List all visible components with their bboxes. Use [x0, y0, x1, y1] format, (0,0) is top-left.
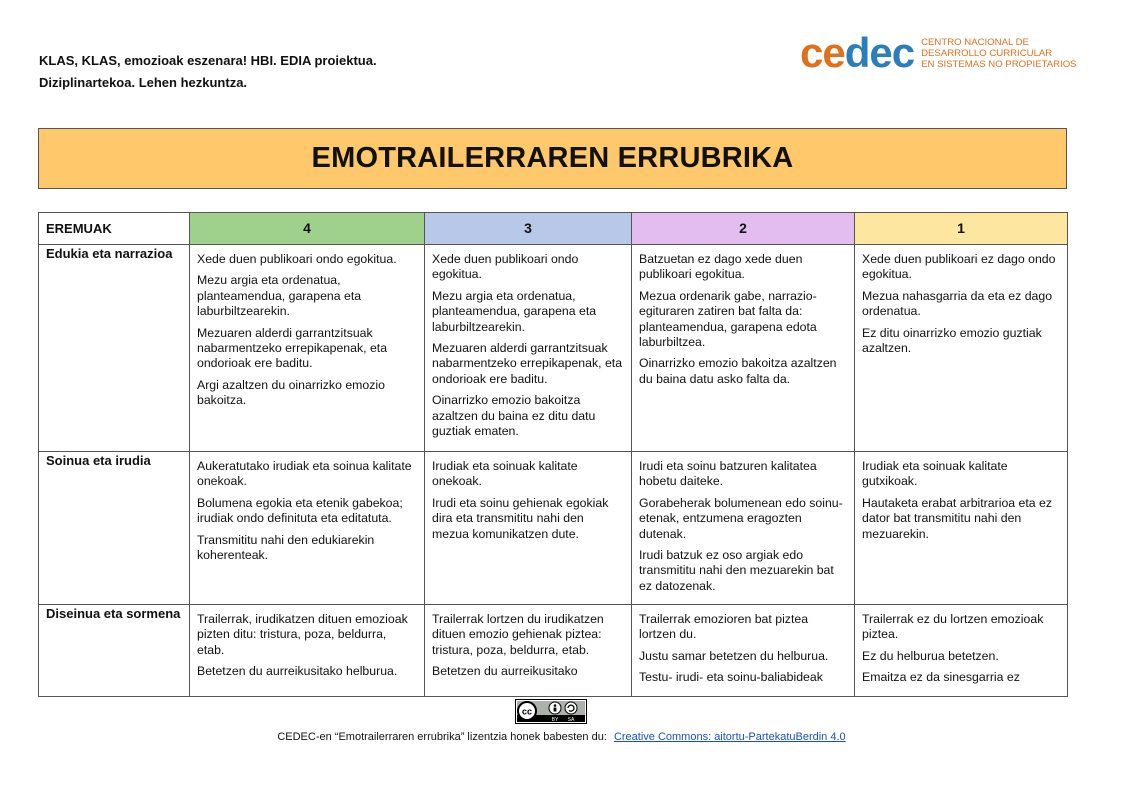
- criterion-text: Testu- irudi- eta soinu-baliabideak: [639, 670, 823, 685]
- cell-level-1: [855, 605, 1068, 697]
- criterion-text: Irudi batzuk ez oso argiak edo transmititu nahi den mezuarekin bat ez datozenak.: [639, 548, 834, 593]
- criterion-text: Xede duen publikoari ez dago ondo egokitua.: [862, 252, 1056, 282]
- row-area-label: Soinua eta irudia: [39, 452, 190, 605]
- cell-level-4: [190, 605, 425, 697]
- criterion-text: Xede duen publikoari ondo egokitua.: [197, 252, 397, 266]
- criterion-text: Aukeratutako irudiak eta soinua kalitate onekoak.: [197, 459, 412, 489]
- criterion-text: Batzuetan ez dago xede duen publikoari egokitua.: [639, 252, 803, 282]
- rubric-title: EMOTRAILERRAREN ERRUBRIKA: [38, 128, 1067, 189]
- criterion-text: Transmititu nahi den edukiarekin koherenteak.: [197, 532, 375, 563]
- cell-level-3: [425, 605, 632, 697]
- logo-word-blue: dec: [844, 29, 915, 76]
- by-label: BY: [551, 717, 559, 723]
- criterion-text: Ez du helburua betetzen.: [862, 648, 999, 663]
- criterion-text: Betetzen du aurreikusitako: [432, 664, 578, 679]
- criterion-text: Trailerrak ez du lortzen emozioak piztea.: [862, 612, 1044, 642]
- logo-subtitle-line-1: CENTRO NACIONAL DE: [921, 36, 1029, 48]
- cell-level-1: [855, 245, 1068, 452]
- header-line-2: Diziplinartekoa. Lehen hezkuntza.: [39, 75, 248, 90]
- criterion-text: Betetzen du aurreikusitako helburua.: [197, 664, 398, 679]
- criterion-text: Oinarrizko emozio bakoitza azaltzen du baina datu asko falta da.: [639, 356, 837, 386]
- cell-level-2: [632, 452, 855, 605]
- logo-subtitle-line-2: DESARROLLO CURRICULAR: [921, 47, 1053, 59]
- table-header-row: [39, 213, 1068, 245]
- criterion-text: Irudiak eta soinuak kalitate onekoak.: [432, 459, 578, 489]
- criterion-text: Mezua ordenarik gabe, narrazio-egituraren zatiren bat falta da: planteamendua, garapena edota laburbiltzea.: [639, 288, 817, 350]
- logo-wordmark: [800, 29, 915, 76]
- cell-level-3: [425, 245, 632, 452]
- criterion-text: Mezuaren alderdi garrantzitsuak nabarmentzeko errepikapenak, eta ondorioak ere baditu.: [197, 325, 388, 371]
- criterion-text: Ez ditu oinarrizko emozio guztiak azaltzen.: [862, 325, 1042, 356]
- criterion-text: Trailerrak emozioren bat piztea lortzen du.: [639, 612, 809, 642]
- criterion-text: Trailerrak, irudikatzen dituen emozioak pizten ditu: tristura, poza, beldurra, etab.: [197, 612, 408, 657]
- logo-subtitle: [921, 37, 1076, 70]
- cedec-logo: [800, 29, 1077, 76]
- criterion-text: Mezuaren alderdi garrantzitsuak nabarmentzeko errepikapenak, eta ondorioak ere baditu.: [432, 341, 623, 386]
- cc-mark: cc: [521, 706, 533, 717]
- table-row: [39, 452, 1068, 605]
- header-level-4: 4: [190, 213, 425, 245]
- logo-subtitle-line-3: EN SISTEMAS NO PROPIETARIOS: [921, 58, 1077, 70]
- criterion-text: Xede duen publikoari ondo egokitua.: [432, 252, 579, 282]
- logo-word-orange: ce: [800, 29, 845, 76]
- criterion-text: Bolumena egokia eta etenik gabekoa; irudiak ondo definituta eta editatuta.: [197, 495, 403, 526]
- header-level-3: 3: [425, 213, 632, 245]
- sa-icon: [565, 702, 577, 714]
- header-level-1: 1: [855, 213, 1068, 245]
- table-row: [39, 605, 1068, 697]
- header-line-1: KLAS, KLAS, emozioak eszenara! HBI. EDIA proiektua.: [39, 53, 377, 68]
- license-text: CEDEC-en “Emotrailerraren errubrika” lizentzia honek babesten du:: [277, 731, 607, 743]
- criterion-text: Argi azaltzen du oinarrizko emozio bakoitza.: [197, 377, 385, 408]
- document-header: [39, 50, 377, 94]
- license-footer: [0, 731, 1123, 743]
- header-level-2: 2: [632, 213, 855, 245]
- cell-level-1: [855, 452, 1068, 605]
- criterion-text: Mezu argia eta ordenatua, planteamendua, garapena eta laburbiltzearekin.: [432, 288, 597, 334]
- cell-level-3: [425, 452, 632, 605]
- criterion-text: Mezua nahasgarria da eta ez dago ordenatua.: [862, 288, 1053, 319]
- rubric-table: [38, 212, 1068, 697]
- sa-label: SA: [567, 717, 575, 723]
- row-area-label: Diseinua eta sormena: [39, 605, 190, 697]
- row-area-label: Edukia eta narrazioa: [39, 245, 190, 452]
- criterion-text: Oinarrizko emozio bakoitza azaltzen du baina ez ditu datu guztiak ematen.: [432, 393, 596, 439]
- criterion-text: Irudi eta soinu batzuren kalitatea hobetu daiteke.: [639, 459, 817, 489]
- criterion-text: Gorabeherak bolumenean edo soinu-etenak, entzumena eragozten dutenak.: [639, 495, 843, 541]
- cell-level-2: [632, 605, 855, 697]
- criterion-text: Irudiak eta soinuak kalitate gutxikoak.: [862, 459, 1008, 489]
- header-area: EREMUAK: [39, 213, 190, 245]
- rubric-body: [39, 245, 1068, 697]
- cell-level-4: [190, 245, 425, 452]
- criterion-text: Trailerrak lortzen du irudikatzen dituen emozio gehienak piztea: tristura, poza, beldurra, etab.: [432, 612, 604, 657]
- cell-level-4: [190, 452, 425, 605]
- criterion-text: Emaitza ez da sinesgarria ez: [862, 670, 1020, 685]
- criterion-text: Irudi eta soinu gehienak egokiak dira eta transmititu nahi den mezua komunikatzen dute.: [432, 495, 609, 541]
- table-row: [39, 245, 1068, 452]
- cc-by-sa-license-icon: [515, 699, 587, 724]
- license-link[interactable]: Creative Commons: aitortu-PartekatuBerdin 4.0: [613, 731, 846, 743]
- criterion-text: Hautaketa erabat arbitrarioa eta ez dator bat transmititu nahi den mezuarekin.: [862, 495, 1053, 541]
- criterion-text: Mezu argia eta ordenatua, planteamendua, garapena eta laburbiltzearekin.: [197, 273, 362, 319]
- criterion-text: Justu samar betetzen du helburua.: [639, 648, 829, 663]
- cell-level-2: [632, 245, 855, 452]
